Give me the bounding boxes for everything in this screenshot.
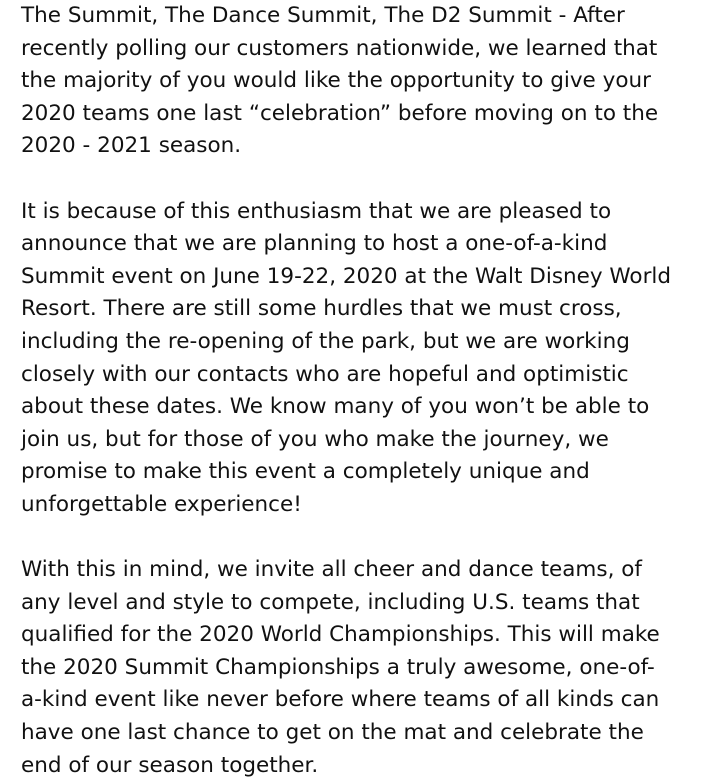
text-line: The Summit, The Dance Summit, The D2 Summit - After (21, 3, 625, 28)
paragraph-invitation (21, 554, 721, 782)
text-line: a-kind event like never before where teams of all kinds can (21, 687, 660, 713)
text-line: promise to make this event a completely unique and (21, 459, 590, 485)
text-line: With this in mind, we invite all cheer and dance teams, of (21, 557, 642, 583)
text-line: 2020 - 2021 season. (21, 133, 242, 159)
text-line: 2020 teams one last “celebration” before moving on to the (21, 100, 659, 126)
text-line: join us, but for those of you who make the journey, we (21, 426, 609, 452)
text-line: any level and style to compete, including U.S. teams that (21, 589, 640, 615)
text-line: unforgettable experience! (21, 491, 302, 517)
text-line: including the re-opening of the park, but we are working (21, 328, 630, 354)
paragraph-intro (21, 0, 721, 163)
text-line: Summit event on June 19-22, 2020 at the Walt Disney World (21, 263, 672, 289)
text-line: end of our season together. (21, 752, 319, 778)
text-line: It is because of this enthusiasm that we are pleased to (21, 198, 612, 224)
paragraph-event-announcement (21, 196, 721, 522)
text-line: closely with our contacts who are hopeful and optimistic (21, 361, 629, 387)
post-body (21, 0, 721, 782)
text-line: recently polling our customers nationwide, we learned that (21, 35, 658, 61)
text-line: Resort. There are still some hurdles that we must cross, (21, 296, 622, 322)
text-line: the majority of you would like the opportunity to give your (21, 68, 651, 94)
text-line: announce that we are planning to host a one-of-a-kind (21, 231, 608, 257)
text-line: the 2020 Summit Championships a truly awesome, one-of- (21, 654, 655, 680)
text-line: qualified for the 2020 World Championships. This will make (21, 622, 660, 648)
text-line: have one last chance to get on the mat and celebrate the (21, 720, 644, 746)
text-line: about these dates. We know many of you won’t be able to (21, 394, 650, 420)
